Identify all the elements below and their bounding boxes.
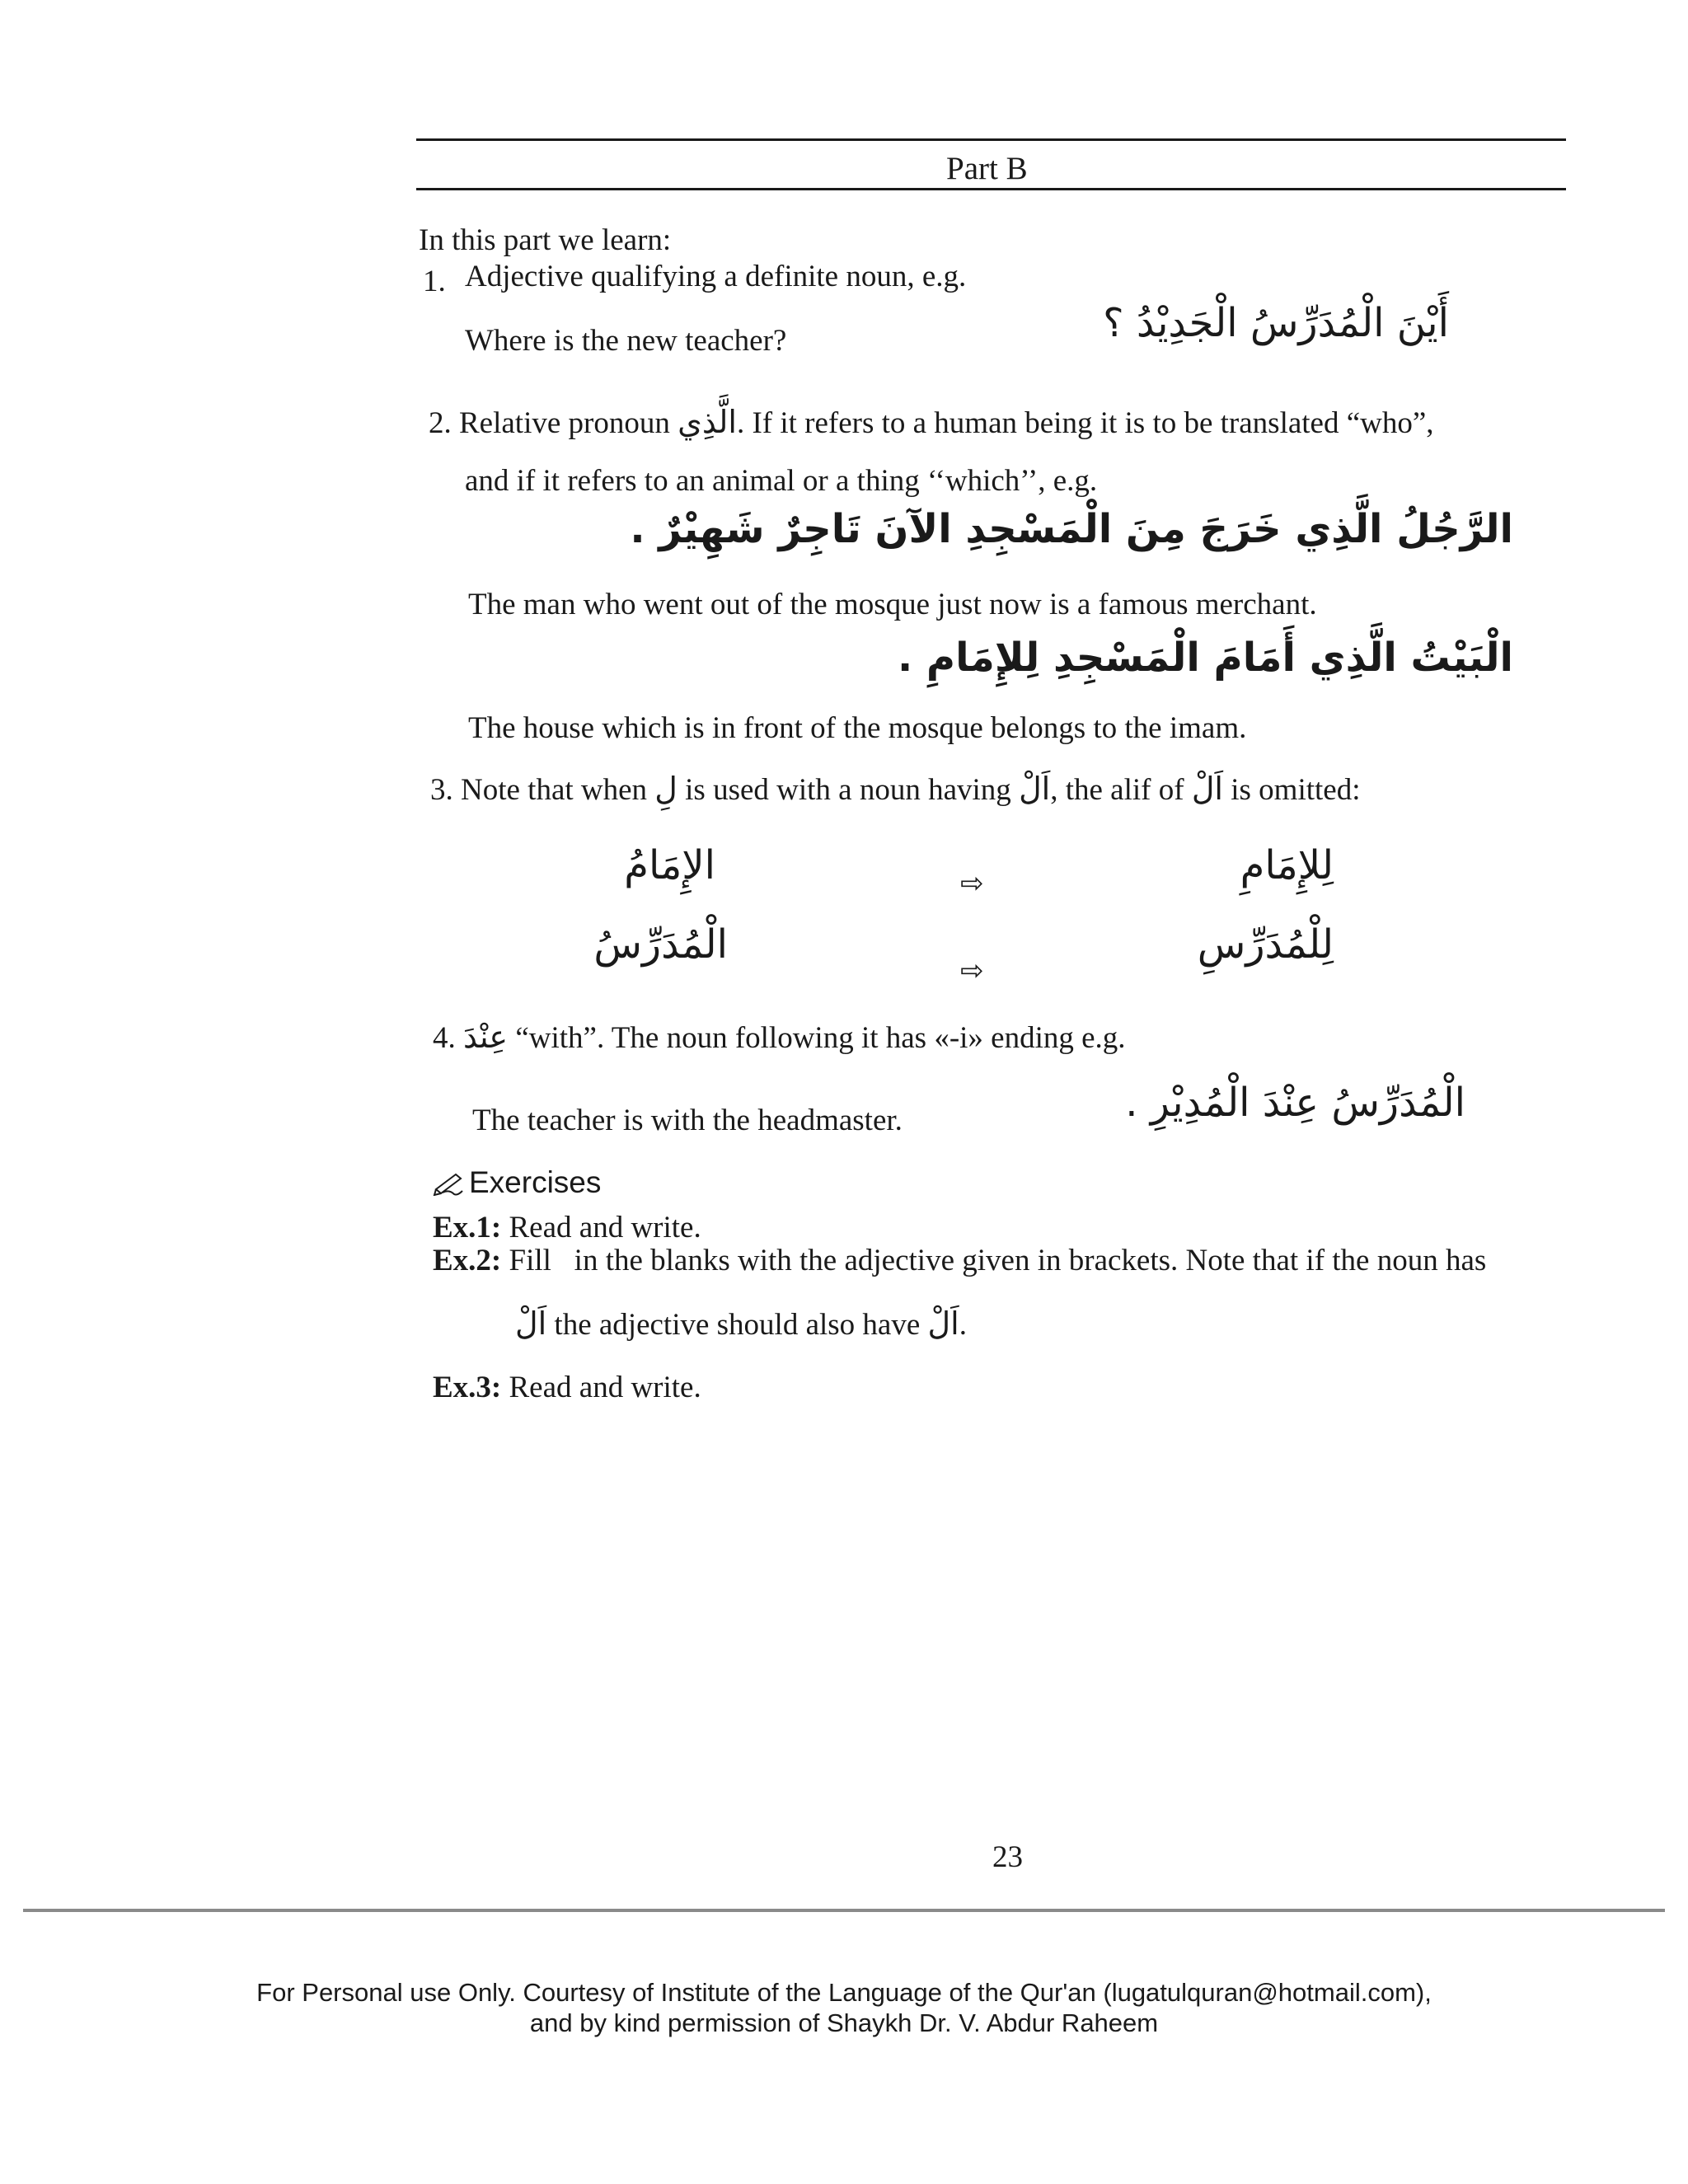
exercise-1 (433, 1210, 701, 1246)
item2-text-before: Relative pronoun (459, 406, 670, 440)
item4-example-arabic: الْمُدَرِّسُ عِنْدَ الْمُدِيْرِ . (1125, 1080, 1465, 1126)
item3-number: 3. (430, 773, 453, 807)
item3-line (430, 771, 1360, 808)
footer-line2: and by kind permission of Shaykh Dr. V. Abdur Raheem (529, 2008, 1159, 2037)
item3-row1-to: لِلإِمَامِ (1240, 842, 1334, 888)
item3-al-arabic-2: اَلْ (1191, 771, 1223, 807)
item2-line2: and if it refers to an animal or a thing ‘‘which’’, e.g. (465, 464, 1098, 498)
exercise-2-al-arabic-2: اَلْ (927, 1305, 959, 1342)
header-top-rule (416, 138, 1566, 141)
item2-example1-english: The man who went out of the mosque just now is a famous merchant. (468, 588, 1317, 621)
exercise-3 (433, 1370, 701, 1406)
item3-row2-from: الْمُدَرِّسُ (593, 921, 728, 968)
item3-text-4: is omitted: (1231, 773, 1361, 807)
item3-text-2: is used with a noun having (685, 773, 1011, 807)
pen-writing-icon (433, 1171, 466, 1196)
item3-al-arabic-1: اَلْ (1019, 771, 1051, 807)
item4-number: 4. (433, 1021, 456, 1055)
header-bottom-rule (416, 188, 1566, 190)
item2-example1-arabic: الرَّجُلُ الَّذِي خَرَجَ مِنَ الْمَسْجِدِ الآنَ تَاجِرٌ شَهِيْرٌ . (630, 506, 1513, 552)
page-number: 23 (992, 1840, 1023, 1874)
item4-term-arabic: عِنْدَ (463, 1019, 509, 1055)
exercise-2-line2: اَلْ the adjective should also have اَلْ. (515, 1305, 967, 1342)
item2-line1 (429, 404, 1434, 442)
exercise-3-text: Read and write. (509, 1371, 701, 1404)
item1-text: Adjective qualifying a definite noun, e.g. (465, 260, 967, 293)
intro-text: In this part we learn: (419, 223, 672, 257)
exercise-2 (433, 1243, 1486, 1279)
item1-number: 1. (423, 265, 446, 298)
footer-line1: For Personal use Only. Courtesy of Institute of the Language of the Qur'an (lugatulquran@hotmail.com), (256, 1978, 1432, 2007)
item1-example-english: Where is the new teacher? (465, 324, 787, 358)
footer-rule (23, 1909, 1665, 1912)
item3-lam-arabic: لِ (654, 771, 678, 807)
exercise-2-label: Ex.2: (433, 1244, 502, 1277)
exercise-2-line2-text: the adjective should also have (554, 1308, 921, 1342)
item2-term-arabic: الَّذِي (678, 404, 737, 440)
item3-row1-arrow-icon: ⇨ (960, 867, 984, 900)
item2-example2-english: The house which is in front of the mosque belongs to the imam. (468, 711, 1247, 745)
exercises-heading: Exercises (469, 1165, 602, 1199)
exercise-1-text: Read and write. (509, 1211, 701, 1244)
item4-example-english: The teacher is with the headmaster. (472, 1104, 903, 1137)
exercise-2-al-arabic-1: اَلْ (515, 1305, 547, 1342)
section-title: Part B (946, 151, 1028, 186)
exercise-2-text: Fill in the blanks with the adjective given in brackets. Note that if the noun has (509, 1244, 1487, 1277)
item1-example-arabic: أَيْنَ الْمُدَرِّسُ الْجَدِيْدُ ؟ (1103, 300, 1449, 346)
item3-row1-from: الإِمَامُ (624, 842, 715, 888)
item2-example2-arabic: الْبَيْتُ الَّذِي أَمَامَ الْمَسْجِدِ لِلإِمَامِ . (897, 635, 1513, 681)
exercise-1-label: Ex.1: (433, 1211, 502, 1244)
item3-row2-arrow-icon: ⇨ (960, 954, 984, 987)
item2-number: 2. (429, 406, 452, 440)
item2-text-after: . If it refers to a human being it is to be translated “who”, (736, 406, 1434, 440)
item4-line (433, 1019, 1126, 1057)
exercises-heading-row (433, 1165, 601, 1200)
item3-row2-to: لِلْمُدَرِّسِ (1197, 921, 1334, 968)
item4-text: “with”. The noun following it has «-i» ending e.g. (515, 1021, 1126, 1055)
item3-text-3: , the alif of (1050, 773, 1184, 807)
item3-text-1: Note that when (461, 773, 648, 807)
exercise-3-label: Ex.3: (433, 1371, 502, 1404)
